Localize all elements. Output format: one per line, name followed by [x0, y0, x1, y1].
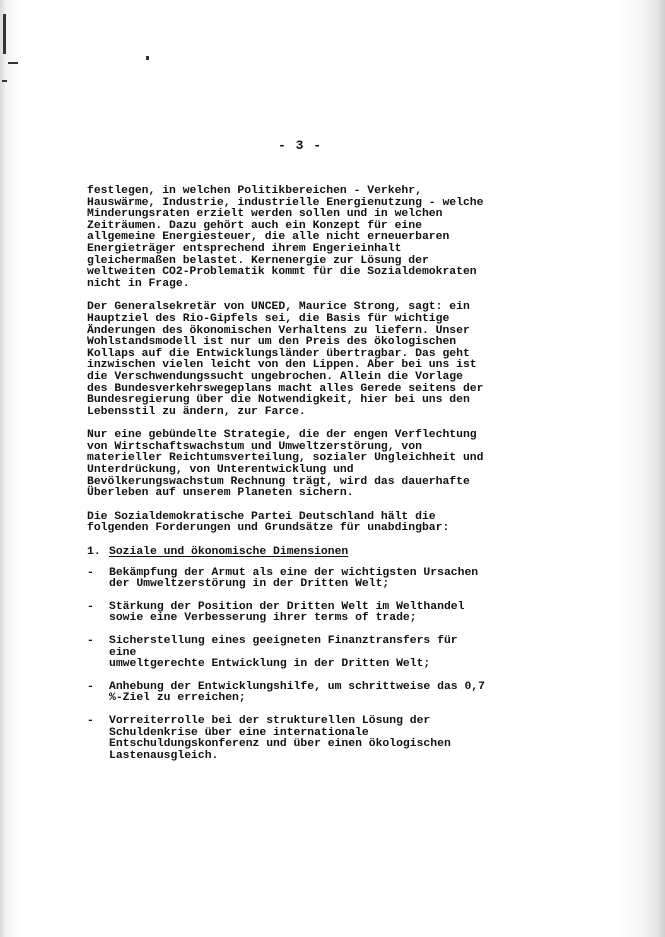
scan-speck	[2, 80, 7, 82]
paragraph: Die Sozialdemokratische Partei Deutschland hält die folgenden Forderungen und Grundsätze für unabdingbar:	[87, 510, 450, 535]
document-body	[87, 186, 527, 773]
bullet-dash: -	[87, 600, 94, 613]
scan-speck	[3, 14, 6, 54]
list-item-text: Anhebung der Entwicklungshilfe, um schrittweise das 0,7 %-Ziel zu erreichen;	[109, 680, 485, 705]
list-item	[87, 716, 527, 762]
bullet-dash: -	[87, 714, 94, 727]
bullet-dash: -	[87, 680, 94, 693]
scan-right-edge	[617, 0, 665, 937]
section-heading	[87, 547, 527, 559]
section-number: 1.	[87, 546, 101, 559]
page-number: - 3 -	[277, 138, 322, 153]
list-item	[87, 602, 527, 625]
bullet-dash: -	[87, 566, 94, 579]
list-item	[87, 682, 527, 705]
list-item-text: Stärkung der Position der Dritten Welt im Welthandel sowie eine Verbesserung ihrer terms of trade;	[109, 600, 465, 625]
list-item	[87, 568, 527, 591]
bullet-dash: -	[87, 635, 94, 647]
list-item-text: Vorreiterrolle bei der strukturellen Lösung der Schuldenkrise über eine internationale Entschuldungskonferenz und über einen ökologischen Lastenausgleich.	[109, 714, 451, 762]
paragraph: festlegen, in welchen Politikbereichen - Verkehr, Hauswärme, Industrie, industrielle Energienutzung - welche Minderungsraten erzielt werden sollen und in welchen Zeiträumen. Dazu gehört auch ein Konzept für eine allgemeine Energiesteuer, die alle nicht erneuerbaren Energieträger entsprechend ihrem Engerieinhalt gleichermaßen belastet. Kernenergie zur Lösung der weltweiten CO2-Problematik kommt für die Sozialdemokraten nicht in Frage.	[87, 185, 484, 290]
scan-speck	[146, 56, 149, 60]
paragraph: Nur eine gebündelte Strategie, die der engen Verflechtung von Wirtschaftswachstum und Umweltzerstörung, von materieller Reichtumsverteilung, sozialer Ungleichheit und Unterdrückung, von Unterentwicklung und Bevölkerungswachstum Rechnung trägt, wird das dauerhafte Überleben auf unserem Planeten sichern.	[87, 429, 484, 500]
paragraph: Der Generalsekretär von UNCED, Maurice Strong, sagt: ein Hauptziel des Rio-Gipfels sei, die Basis für wichtige Änderungen des ökonomischen Verhaltens zu liefern. Unser Wohlstandsmodell ist nur um den Preis des ökologischen Kollaps auf die Entwicklungsländer übertragbar. Das geht inzwischen vielen leicht von den Lippen. Aber bei uns ist die Verschwendungssucht ungebrochen. Allein die Vorlage des Bundesverkehrswegeplans macht alles Gerede seitens der Bundesregierung über die Notwendigkeit, hier bei uns den Lebensstil zu ändern, zur Farce.	[87, 301, 484, 418]
section-title: Soziale und ökonomische Dimensionen	[109, 546, 349, 559]
list-item-text: Bekämpfung der Armut als eine der wichtigsten Ursachen der Umweltzerstörung in der Dritten Welt;	[109, 566, 479, 591]
list-item-text: Sicherstellung eines geeigneten Finanztransfers für eine umweltgerechte Entwicklung in der Dritten Welt;	[109, 635, 458, 671]
scan-speck	[8, 62, 18, 64]
list-item	[87, 636, 527, 671]
